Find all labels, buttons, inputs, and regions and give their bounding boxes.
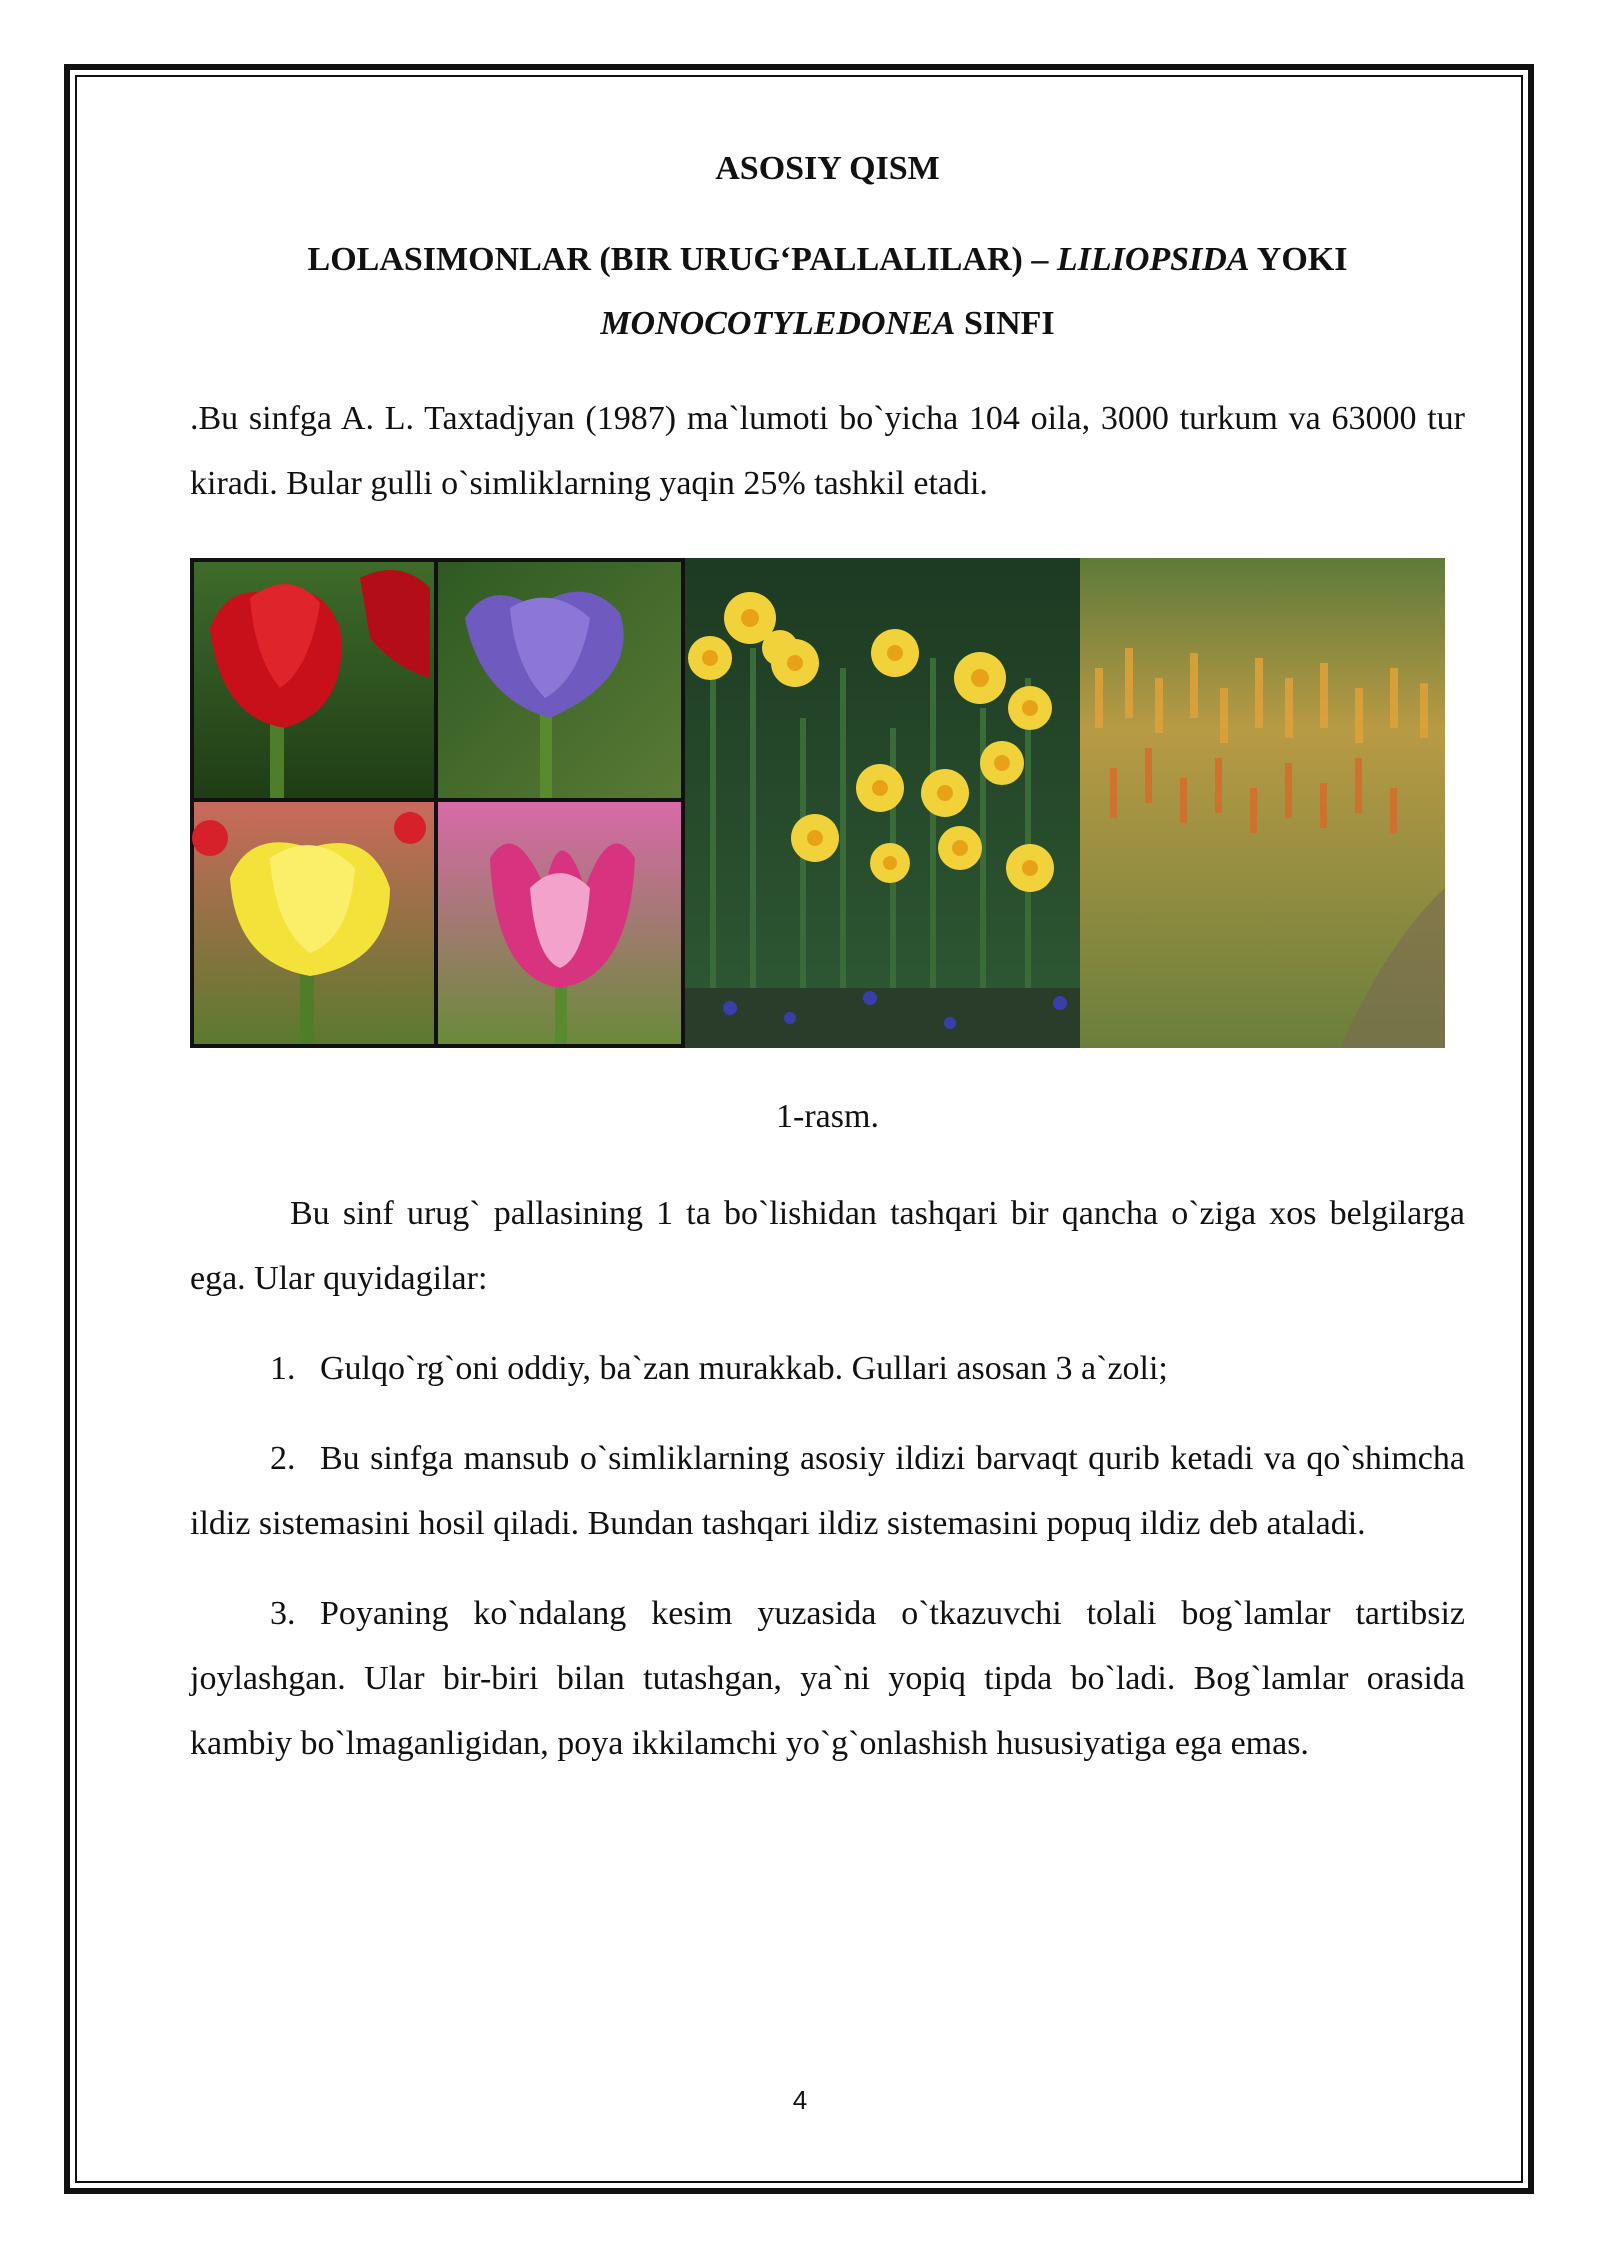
flower-photo-collage bbox=[190, 558, 1445, 1048]
list-item-text: Gulqo`rg`oni oddiy, ba`zan murakkab. Gullari asosan 3 a`zoli; bbox=[320, 1350, 1168, 1387]
section-heading: ASOSIY QISM bbox=[715, 150, 940, 187]
purple-tulip-photo bbox=[438, 562, 681, 798]
figure-1 bbox=[190, 558, 1465, 1048]
daffodils-photo bbox=[685, 558, 1080, 1048]
flower-field-photo bbox=[1080, 558, 1445, 1048]
list-item-number: 2. bbox=[270, 1440, 296, 1477]
page-number: 4 bbox=[792, 2085, 808, 2115]
intro-paragraph: .Bu sinfga A. L. Taxtadjyan (1987) ma`lumoti bo`yicha 104 oila, 3000 turkum va 63000 tur kiradi. Bular gulli o`simliklarning yaqin 25% tashkil etadi. bbox=[190, 400, 1465, 502]
list-item bbox=[190, 1581, 1465, 1776]
class-title-part2: YOKI bbox=[1249, 241, 1348, 278]
yellow-tulip-photo bbox=[192, 802, 434, 1044]
features-paragraph: Bu sinf urug` pallasining 1 ta bo`lishidan tashqari bir qancha o`ziga xos belgilarga ega. Ular quyidagilar: bbox=[190, 1195, 1465, 1297]
class-title-latin2: MONOCOTYLEDONEA bbox=[600, 305, 956, 342]
class-title-part1: LOLASIMONLAR (BIR URUG‘PALLALILAR) – bbox=[307, 241, 1057, 278]
list-item-number: 1. bbox=[270, 1350, 296, 1387]
figure-caption: 1-rasm. bbox=[776, 1098, 879, 1135]
class-title-latin1: LILIOPSIDA bbox=[1056, 241, 1250, 278]
red-tulip-photo bbox=[194, 562, 434, 798]
list-item-text: Bu sinfga mansub o`simliklarning asosiy ildizi barvaqt qurib ketadi va qo`shimcha ildiz sistemasini hosil qiladi. Bundan tashqari ildiz sistemasini popuq ildiz deb ataladi. bbox=[190, 1440, 1465, 1542]
list-item-text: Poyaning ko`ndalang kesim yuzasida o`tkazuvchi tolali bog`lamlar tartibsiz joylashgan. Ular bir-biri bilan tutashgan, ya`ni yopiq tipda bo`ladi. Bog`lamlar orasida kambiy bo`lmaganligidan, poya ikkilamchi yo`g`onlashish hususiyatiga ega emas. bbox=[190, 1595, 1465, 1762]
list-item bbox=[190, 1336, 1465, 1401]
class-title bbox=[190, 228, 1465, 356]
class-title-part3: SINFI bbox=[955, 305, 1055, 342]
list-item bbox=[190, 1426, 1465, 1556]
pink-tulip-photo bbox=[438, 802, 681, 1044]
list-item-number: 3. bbox=[270, 1595, 296, 1632]
page-content bbox=[190, 140, 1465, 1776]
